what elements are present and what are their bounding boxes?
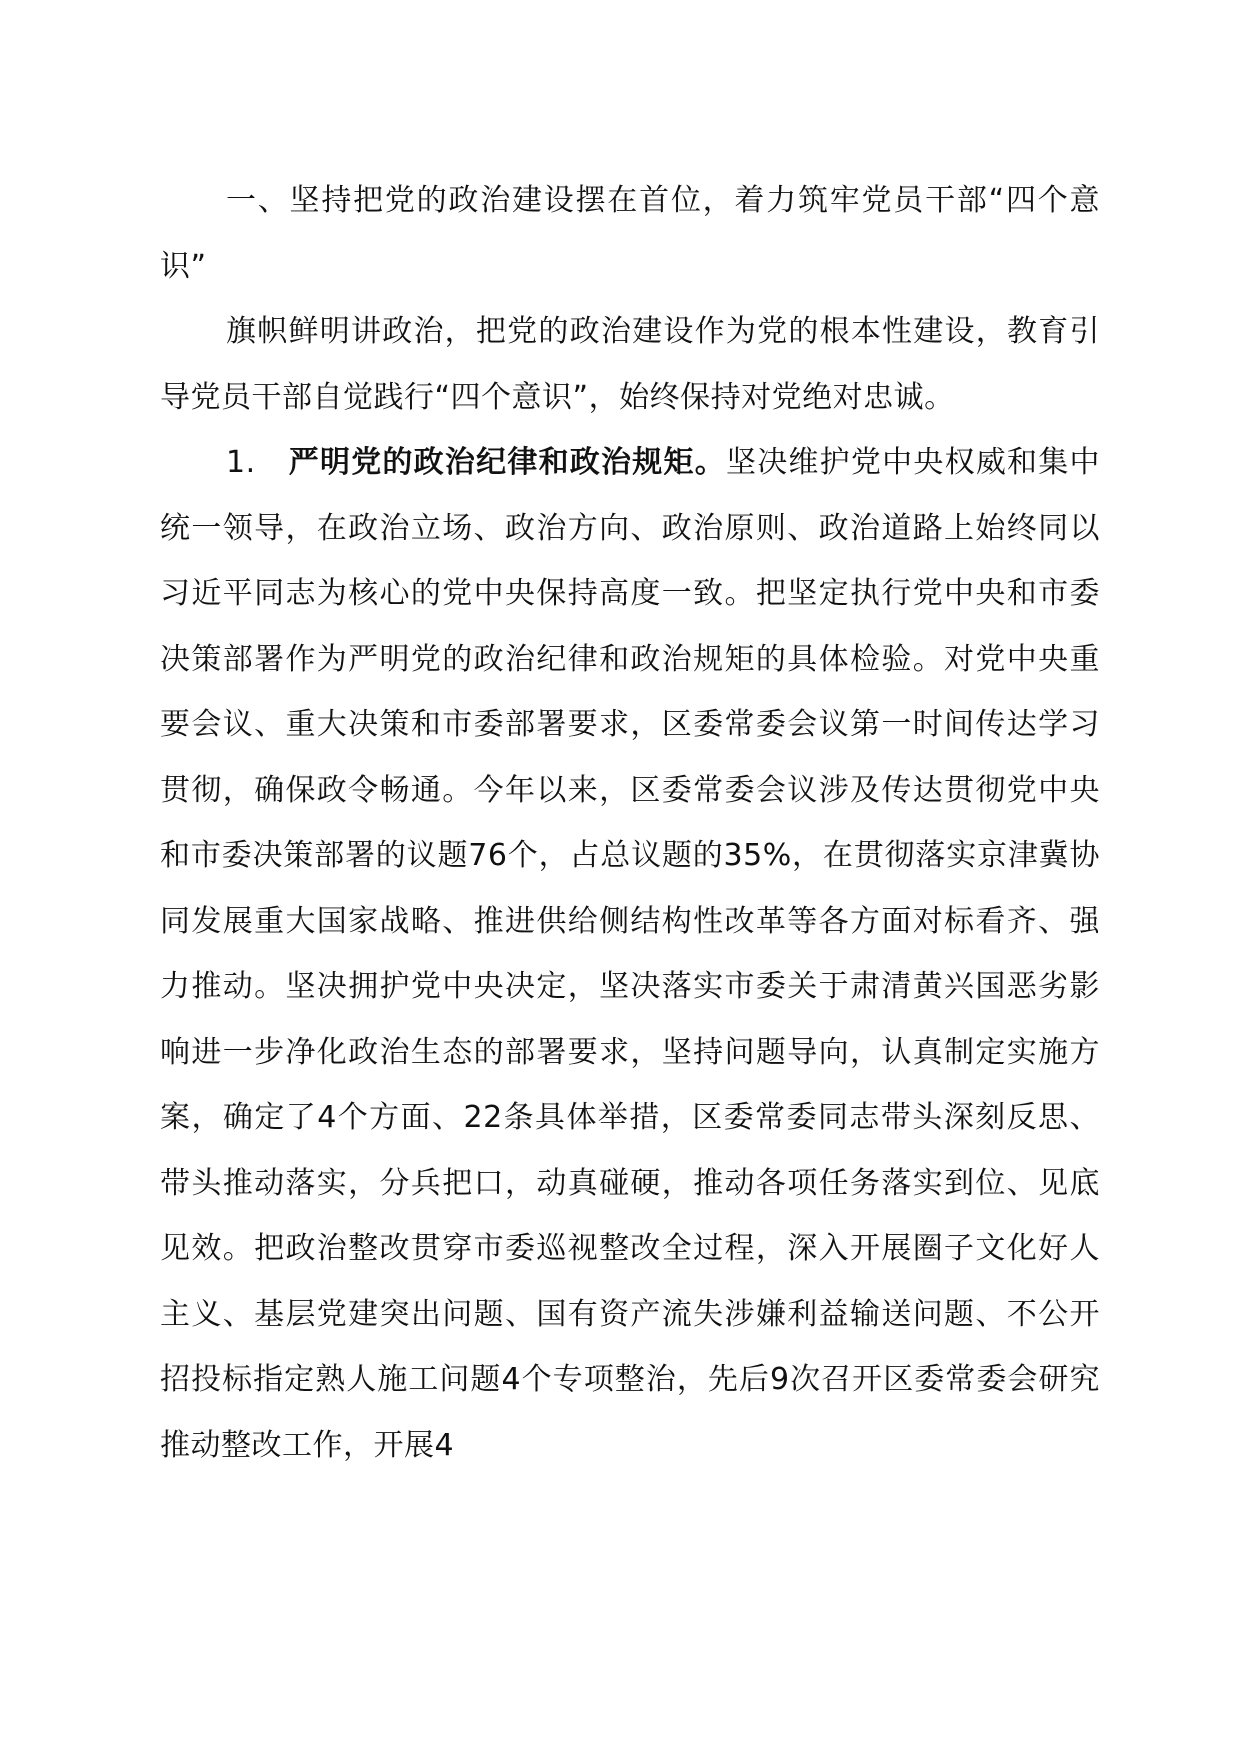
- item-title: 严明党的政治纪律和政治规矩。: [288, 445, 726, 480]
- item-paragraph: [160, 430, 1100, 1478]
- section-heading: 一、坚持把党的政治建设摆在首位，着力筑牢党员干部“四个意识”: [160, 183, 1100, 284]
- item-body: 坚决维护党中央权威和集中统一领导，在政治立场、政治方向、政治原则、政治道路上始终同以习近平同志为核心的党中央保持高度一致。把坚定执行党中央和市委决策部署作为严明党的政治纪律和政治规矩的具体检验。对党中央重要会议、重大决策和市委部署要求，区委常委会议第一时间传达学习贯彻，确保政令畅通。今年以来，区委常委会议涉及传达贯彻党中央和市委决策部署的议题76个，占总议题的35%，在贯彻落实京津冀协同发展重大国家战略、推进供给侧结构性改革等各方面对标看齐、强力推动。坚决拥护党中央决定，坚决落实市委关于肃清黄兴国恶劣影响进一步净化政治生态的部署要求，坚持问题导向，认真制定实施方案，确定了4个方面、22条具体举措，区委常委同志带头深刻反思、带头推动落实，分兵把口，动真碰硬，推动各项任务落实到位、见底见效。把政治整改贯穿市委巡视整改全过程，深入开展圈子文化好人主义、基层党建突出问题、国有资产流失涉嫌利益输送问题、不公开招投标指定熟人施工问题4个专项整治，先后9次召开区委常委会研究推动整改工作，开展4: [160, 445, 1101, 1463]
- item-number: 1.: [226, 445, 256, 480]
- intro-paragraph: 旗帜鲜明讲政治，把党的政治建设作为党的根本性建设，教育引导党员干部自觉践行“四个意识”，始终保持对党绝对忠诚。: [160, 314, 1100, 415]
- document-body: [160, 168, 1100, 1478]
